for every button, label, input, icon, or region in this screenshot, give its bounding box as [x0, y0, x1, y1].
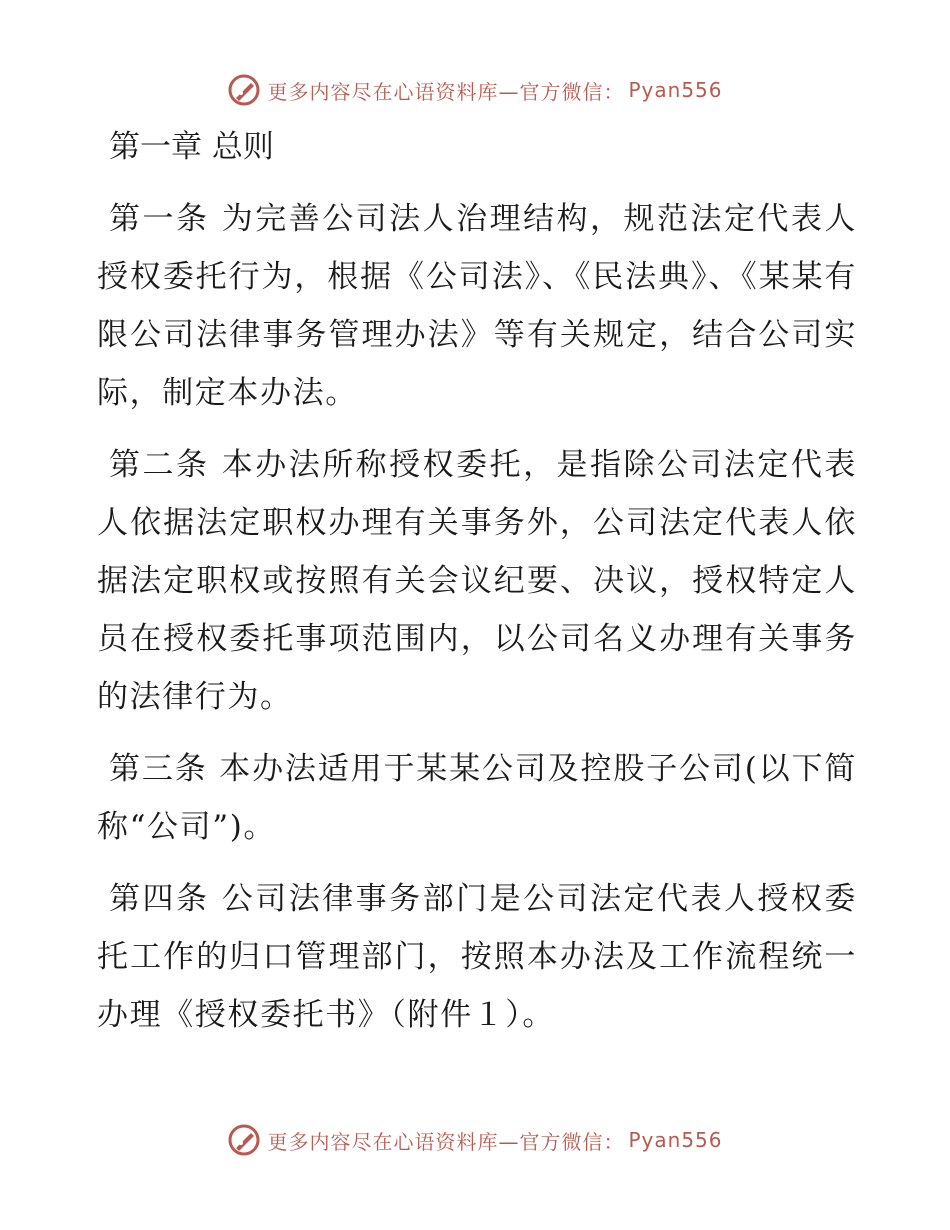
watermark-wechat: Pyan556: [628, 78, 723, 102]
footer-watermark: [0, 1120, 950, 1160]
article-4: 第四条 公司法律事务部门是公司法定代表人授权委托工作的归口管理部门，按照本办法及工作流程统一办理《授权委托书》（附件１）。: [97, 881, 857, 1033]
watermark-text: 更多内容尽在心语资料库—官方微信：: [267, 1129, 625, 1154]
pen-logo-icon: [227, 1123, 261, 1157]
article-3: 第三条 本办法适用于某某公司及控股子公司(以下简称“公司”)。: [97, 751, 857, 845]
chapter-title: 第一章 总则: [109, 129, 274, 165]
document-body: [97, 118, 857, 1058]
watermark-text: 更多内容尽在心语资料库—官方微信：: [267, 79, 625, 104]
article-1: 第一条 为完善公司法人治理结构，规范法定代表人授权委托行为，根据《公司法》、《民法典》、《某某有限公司法律事务管理办法》等有关规定，结合公司实际，制定本办法。: [97, 201, 857, 411]
pen-logo-icon: [227, 73, 261, 107]
article-2: 第二条 本办法所称授权委托，是指除公司法定代表人依据法定职权办理有关事务外，公司法定代表人依据法定职权或按照有关会议纪要、决议，授权特定人员在授权委托事项范围内，以公司名义办理有关事务的法律行为。: [97, 447, 857, 715]
watermark-wechat: Pyan556: [628, 1128, 723, 1152]
header-watermark: [0, 70, 950, 110]
